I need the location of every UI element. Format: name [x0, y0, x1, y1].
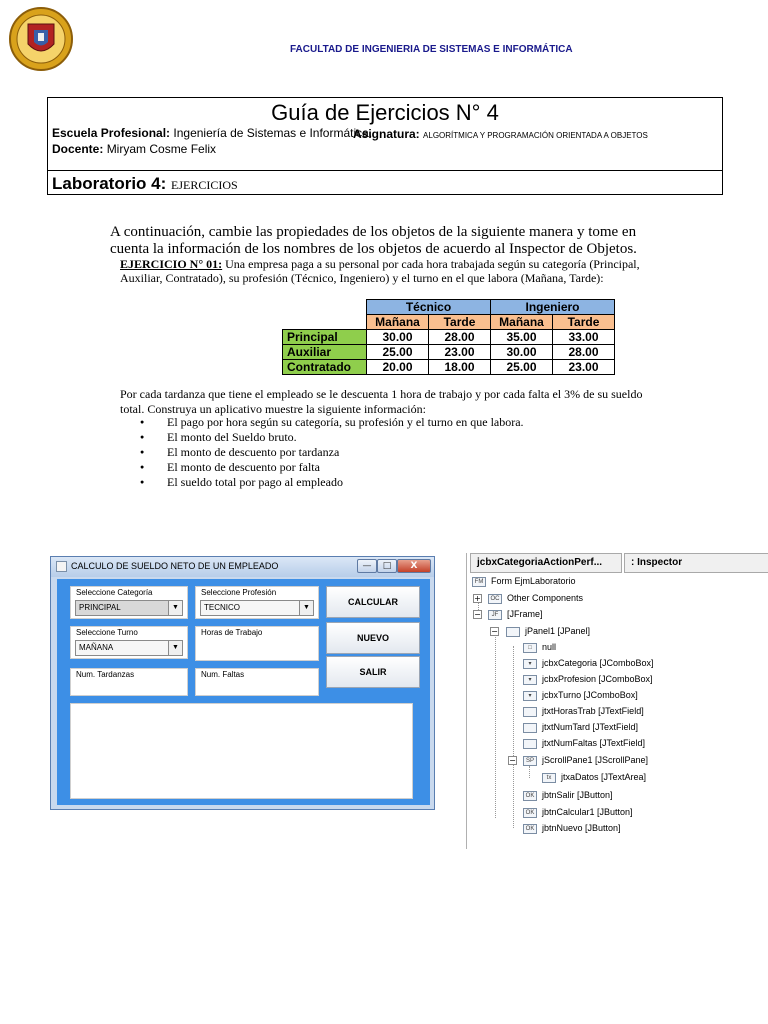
frame-icon: JF [488, 610, 502, 620]
rate-cell: 25.00 [367, 345, 429, 360]
table-row [283, 330, 615, 345]
window-titlebar[interactable] [51, 557, 434, 577]
profession-selected: TECNICO [204, 603, 240, 612]
tree-connector [513, 646, 514, 828]
hours-label: Horas de Trabajo [201, 628, 263, 637]
main-panel [57, 579, 430, 805]
guide-header-box [47, 97, 723, 195]
hours-field[interactable] [195, 626, 319, 661]
tree-node-label: jbtnSalir [JButton] [542, 790, 613, 800]
tree-node-jtxtnumfaltas[interactable] [523, 735, 645, 751]
combobox-icon: ▾ [523, 675, 537, 685]
tree-node-jtxtnumtard[interactable] [523, 719, 638, 735]
tree-node-jscrollpane1[interactable] [523, 752, 648, 768]
rate-cell: 20.00 [367, 360, 429, 375]
guide-title: Guía de Ejercicios N° 4 [271, 100, 499, 125]
new-button[interactable]: NUEVO [326, 622, 420, 654]
tree-node-jcbxturno[interactable] [523, 687, 638, 703]
tree-node-label: jtxtHorasTrab [JTextField] [542, 706, 644, 716]
shift-header: Mañana [367, 315, 429, 330]
category-label: Seleccione Categoría [76, 588, 153, 597]
tree-node-label: jbtnCalcular1 [JButton] [542, 807, 633, 817]
table-row [283, 345, 615, 360]
window-title: CALCULO DE SUELDO NETO DE UN EMPLEADO [71, 561, 279, 571]
layout-icon: □ [523, 643, 537, 653]
exercise-text: Una empresa paga a su personal por cada hora trabajada según su categoría (Principal, Auxiliar, Contratado), su profesión (Técnico, Ingeniero) y el turno en el que labora (Mañana, Tarde): [120, 257, 640, 285]
absences-field[interactable] [195, 668, 319, 696]
lab-line [52, 174, 238, 194]
tab-action-performed[interactable]: jcbxCategoriaActionPerf... [470, 553, 622, 573]
tree-node-form[interactable] [472, 573, 576, 589]
requirements-list [140, 415, 524, 490]
tree-connector [495, 630, 496, 818]
chevron-down-icon[interactable]: ▼ [299, 601, 313, 615]
rate-cell: 25.00 [491, 360, 553, 375]
teacher-line [52, 142, 216, 156]
category-group [70, 586, 188, 619]
rate-cell: 23.00 [429, 345, 491, 360]
tree-node-jbtnnuevo[interactable] [523, 820, 621, 836]
tree-node-jtxthorastrab[interactable] [523, 703, 644, 719]
category-cell: Contratado [283, 360, 367, 375]
results-textarea[interactable] [70, 703, 413, 799]
profession-header: Ingeniero [491, 300, 615, 315]
category-cell: Auxiliar [283, 345, 367, 360]
tree-node-jbtnsalir[interactable] [523, 787, 613, 803]
tree-node-jcbxcategoria[interactable] [523, 655, 654, 671]
lab-label: Laboratorio 4: [52, 174, 167, 193]
inspector-panel [466, 553, 768, 849]
tardies-field[interactable] [70, 668, 188, 696]
button-icon: OK [523, 791, 537, 801]
exercise-paragraph [120, 257, 640, 285]
profession-header: Técnico [367, 300, 491, 315]
rate-cell: 23.00 [553, 360, 615, 375]
java-app-icon [56, 561, 67, 572]
tree-node-jtxadatos[interactable] [542, 769, 646, 785]
shift-header: Tarde [553, 315, 615, 330]
button-icon: OK [523, 824, 537, 834]
lab-value: EJERCICIOS [171, 178, 238, 192]
tree-node-label: null [542, 642, 557, 652]
folder-icon: OC [488, 594, 502, 604]
calculate-button[interactable]: CALCULAR [326, 586, 420, 618]
instructions-paragraph: Por cada tardanza que tiene el empleado se le descuenta 1 hora de trabajo y por cada falta el 3% de su sueldo total. Construya un aplicativo muestre la siguiente información: [120, 387, 643, 416]
rate-cell: 35.00 [491, 330, 553, 345]
profession-label: Seleccione Profesión [201, 588, 277, 597]
collapse-minus-icon[interactable]: − [509, 756, 516, 765]
form-icon: FM [472, 577, 486, 587]
category-cell: Principal [283, 330, 367, 345]
category-selected: PRINCIPAL [79, 603, 121, 612]
combobox-icon: ▾ [523, 691, 537, 701]
profession-combobox[interactable] [200, 600, 314, 616]
tree-node-jframe[interactable] [488, 606, 543, 622]
tree-node-label: jtxaDatos [JTextArea] [561, 772, 647, 782]
textfield-icon [523, 723, 537, 733]
tree-node-label: jcbxTurno [JComboBox] [542, 690, 638, 700]
collapse-minus-icon[interactable]: − [474, 610, 481, 619]
tree-node-jcbxprofesion[interactable] [523, 671, 653, 687]
category-combobox[interactable] [75, 600, 183, 616]
tree-node-label: jtxtNumTard [JTextField] [542, 722, 639, 732]
exercise-label: EJERCICIO N° 01: [120, 257, 223, 271]
shift-label: Seleccione Turno [76, 628, 138, 637]
subject-line [353, 127, 648, 141]
table-row [283, 360, 615, 375]
tree-node-label: Form EjmLaboratorio [491, 576, 576, 586]
textfield-icon [523, 707, 537, 717]
profession-group [195, 586, 319, 619]
tree-node-label: jPanel1 [JPanel] [525, 626, 591, 636]
tree-node-label: jcbxCategoria [JComboBox] [542, 658, 654, 668]
minimize-button[interactable]: — [357, 559, 377, 573]
faculty-name: FACULTAD DE INGENIERIA DE SISTEMAS E INFORMÁTICA [290, 44, 573, 55]
tree-node-other-components[interactable] [488, 590, 583, 606]
rate-cell: 30.00 [491, 345, 553, 360]
teacher-label: Docente: [52, 142, 104, 156]
school-value: Ingeniería de Sistemas e Informática. [173, 126, 373, 140]
header-divider [48, 170, 722, 171]
maximize-button[interactable]: □ [377, 559, 397, 573]
school-label: Escuela Profesional: [52, 126, 171, 140]
exit-button[interactable]: SALIR [326, 656, 420, 688]
rate-cell: 28.00 [553, 345, 615, 360]
table-row [283, 315, 615, 330]
app-window [50, 556, 435, 810]
shift-header: Tarde [429, 315, 491, 330]
table-corner [283, 300, 367, 315]
hourly-rates-table [282, 299, 615, 375]
shift-selected: MAÑANA [79, 643, 114, 652]
collapse-minus-icon[interactable]: − [491, 627, 498, 636]
chevron-down-icon[interactable]: ▼ [168, 601, 182, 615]
chevron-down-icon[interactable]: ▼ [168, 641, 182, 655]
textarea-icon: tx [542, 773, 556, 783]
tree-node-label: [JFrame] [507, 609, 543, 619]
panel-divider [466, 553, 467, 849]
school-line [52, 126, 372, 140]
shift-combobox[interactable] [75, 640, 183, 656]
list-item: ● El pago por hora según su categoría, su profesión y el turno en que labora. [140, 415, 524, 430]
subject-value: ALGORÍTMICA Y PROGRAMACIÓN ORIENTADA A OBJETOS [423, 131, 648, 140]
list-item: ● El sueldo total por pago al empleado [140, 475, 524, 490]
tree-node-label: jtxtNumFaltas [JTextField] [542, 738, 646, 748]
intro-paragraph: A continuación, cambie las propiedades de los objetos de la siguiente manera y tome en cuenta la información de los nombres de los objetos de acuerdo al Inspector de Objetos. [110, 224, 637, 257]
tree-node-label: Other Components [507, 593, 584, 603]
university-seal-icon [8, 6, 74, 72]
shift-header: Mañana [491, 315, 553, 330]
list-item: ● El monto de descuento por tardanza [140, 445, 524, 460]
tree-node-label: jScrollPane1 [JScrollPane] [542, 755, 649, 765]
panel-icon [506, 627, 520, 637]
rate-cell: 30.00 [367, 330, 429, 345]
teacher-value: Miryam Cosme Felix [106, 142, 217, 156]
button-icon: OK [523, 808, 537, 818]
table-row [283, 300, 615, 315]
absences-label: Num. Faltas [201, 670, 245, 679]
tree-node-null-layout[interactable] [523, 639, 556, 655]
rate-cell: 33.00 [553, 330, 615, 345]
scrollpane-icon: SP [523, 756, 537, 766]
tardies-label: Num. Tardanzas [76, 670, 135, 679]
subject-label: Asignatura: [353, 127, 420, 141]
table-corner [283, 315, 367, 330]
tree-node-jbtncalcular1[interactable] [523, 804, 633, 820]
textfield-icon [523, 739, 537, 749]
rate-cell: 28.00 [429, 330, 491, 345]
tree-node-label: jbtnNuevo [JButton] [542, 823, 621, 833]
close-button[interactable]: X [397, 559, 431, 573]
combobox-icon: ▾ [523, 659, 537, 669]
tree-node-label: jcbxProfesion [JComboBox] [542, 674, 653, 684]
list-item: ● El monto de descuento por falta [140, 460, 524, 475]
expand-plus-icon[interactable]: + [474, 594, 481, 603]
tab-inspector[interactable]: : Inspector [624, 553, 768, 573]
tree-node-jpanel1[interactable] [506, 623, 590, 639]
rate-cell: 18.00 [429, 360, 491, 375]
shift-group [70, 626, 188, 659]
list-item: ● El monto del Sueldo bruto. [140, 430, 524, 445]
